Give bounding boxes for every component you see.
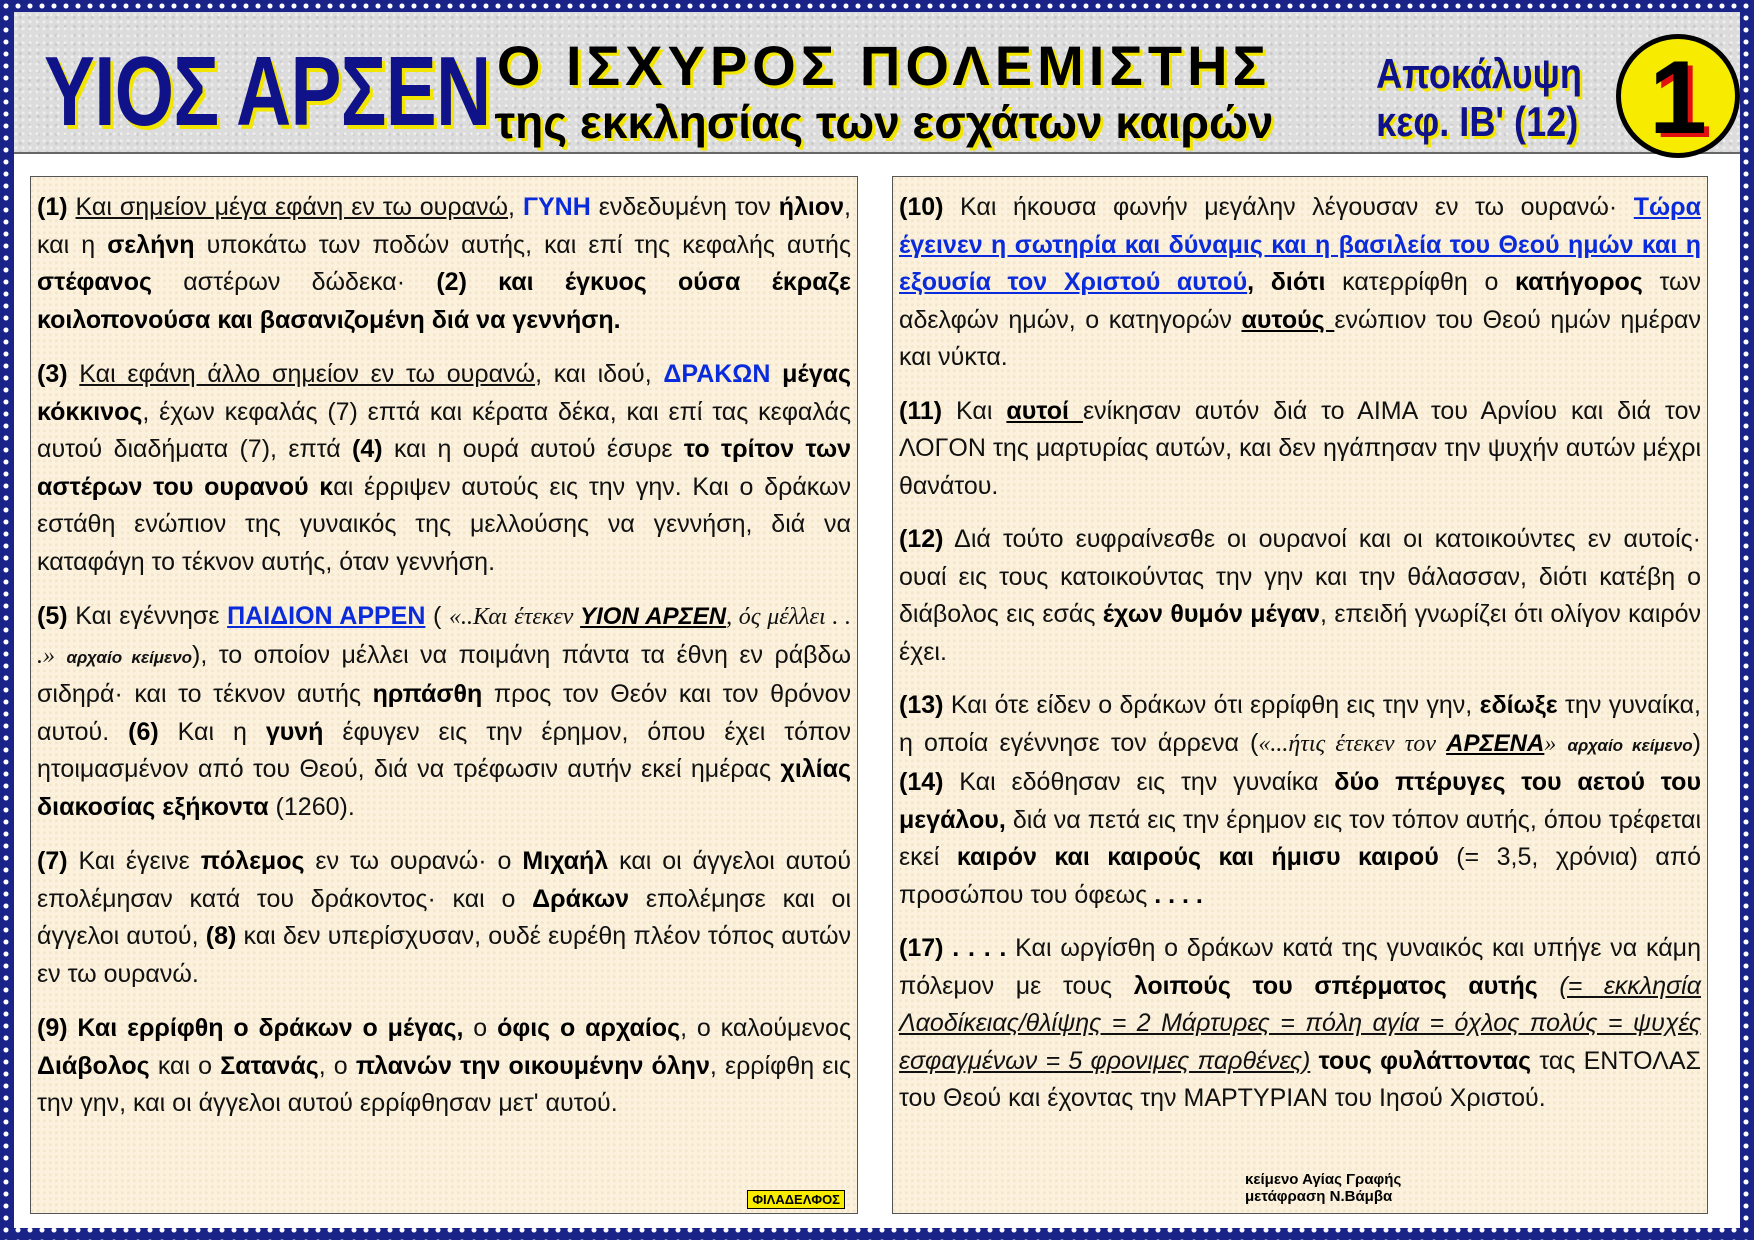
verse-7-8: (7) Και έγεινε πόλεμος εν τω ουρανώ· ο Μιχαήλ και οι άγγελοι αυτού επολέμησαν κατά του δράκοντος· και ο Δράκων επολέμησε και οι άγγελοι αυτού, (8) και δεν υπερίσχυσαν, ουδέ ευρέθη πλέον τόπος αυτών εν τω ουρανώ.: [37, 847, 851, 988]
header-banner: [14, 12, 1740, 154]
badge-number: 1: [1649, 40, 1707, 156]
author-stamp: ΦΙΛΑΔΕΛΦΟΣ: [747, 1190, 845, 1209]
verse-5-6: (5) Και εγέννησε ΠΑΙΔΙΟΝ ΑΡΡΕΝ ( «..Και έτεκεν ΥΙΟΝ ΑΡΣΕΝ, ός μέλλει . . .» αρχαίο κείμενο), το οποίον μέλλει να ποιμάνη πάντα τα έθνη εν ράβδω σιδηρά· και το τέκνον αυτής ηρπάσθη προς τον Θεόν και τον θρόνον αυτού. (6) Και η γυνή έφυγεν εις την έρημον, όπου έχει τόπον ητοιμασμένον από του Θεού, διά να τρέφωσιν αυτήν εκεί ημέρας χιλίας διακοσίας εξήκοντα (1260).: [37, 602, 852, 821]
chapter-reference: [1376, 50, 1582, 146]
source-credit: [1245, 1171, 1401, 1205]
verse-17: (17) . . . . Και ωργίσθη ο δράκων κατά της γυναικός και υπήγε να κάμη πόλεμον με τους λοιπούς του σπέρματος αυτής (= εκκλησία Λαοδίκειας/θλίψης = 2 Μάρτυρες = πόλη αγία = όχλος πολύς = ψυχές εσφαγμένων = 5 φρονιμες παρθένες) τους φυλάττοντας τας ΕΝΤΟΛΑΣ του Θεού και έχοντας την ΜΑΡΤΥΡΙΑΝ του Ιησού Χριστού.: [899, 934, 1701, 1112]
page-number-badge: [1616, 34, 1740, 158]
verse-3-4: (3) Και εφάνη άλλο σημείον εν τω ουρανώ, και ιδού, ΔΡΑΚΩΝ μέγας κόκκινος, έχων κεφαλάς (7) επτά και κέρατα δέκα, και επί τας κεφαλάς αυτού διαδήματα (7), επτά (4) και η ουρά αυτού έσυρε το τρίτον των αστέρων του ουρανού και έρριψεν αυτούς εις την γην. Και ο δράκων εστάθη ενώπιον της γυναικός της μελλούσης να γεννήση, διά να καταφάγη το τέκνον αυτής, όταν γεννήση.: [37, 360, 852, 576]
verse-11: (11) Και αυτοί ενίκησαν αυτόν διά το ΑΙΜΑ του Αρνίου και διά τον ΛΟΓΟΝ της μαρτυρίας αυτών, και δεν ηγάπησαν την ψυχήν αυτών μέχρι θανάτου.: [899, 396, 1701, 500]
subtitle-line-2: της εκκλησίας των εσχάτων καιρών: [494, 96, 1274, 148]
verse-9: (9) Και ερρίφθη ο δράκων ο μέγας, ο όφις ο αρχαίος, ο καλούμενος Διάβολος και ο Σατανάς, ο πλανών την οικουμένην όλην, ερρίφθη εις την γην, και οι άγγελοι αυτού ερρίφθησαν μετ' αυτού.: [37, 1014, 852, 1117]
credit-line-2: μετάφραση Ν.Βάμβα: [1245, 1188, 1393, 1205]
subtitle-line-1: Ο ΙΣΧΥΡΟΣ ΠΟΛΕΜΙΣΤΗΣ: [496, 34, 1272, 97]
verse-1-2: (1) Και σημείον μέγα εφάνη εν τω ουρανώ, ΓΥΝΗ ενδεδυμένη τον ήλιον, και η σελήνη υποκάτω των ποδών αυτής, και επί της κεφαλής αυτής στέφανος αστέρων δώδεκα· (2) και έγκυος ούσα έκραζε κοιλοπονούσα και βασανιζομένη διά να γεννήση.: [37, 193, 851, 334]
subtitle-block: [434, 36, 1334, 148]
book-name: Αποκάλυψη: [1376, 50, 1582, 97]
credit-line-1: κείμενο Αγίας Γραφής: [1245, 1171, 1402, 1188]
left-text-panel: [30, 176, 858, 1214]
chapter-number: κεφ. ΙΒ' (12): [1376, 98, 1579, 145]
verse-12: (12) Διά τούτο ευφραίνεσθε οι ουρανοί και οι κατοικούντες εν αυτοίς· ουαί εις τους κατοικούντας την γην και την θάλασσαν, διότι κατέβη ο διάβολος εις εσάς έχων θυμόν μέγαν, επειδή γνωρίζει ότι ολίγον καιρόν έχει.: [899, 525, 1701, 666]
verse-10: (10) Και ήκουσα φωνήν μεγάλην λέγουσαν εν τω ουρανώ· Τώρα έγεινεν η σωτηρία και δύναμις και η βασιλεία του Θεού ημών και η εξουσία τον Χριστού αυτού, διότι κατερρίφθη ο κατήγορος των αδελφών ημών, ο κατηγορών αυτούς ενώπιον του Θεού ημών ημέραν και νύκτα.: [899, 193, 1701, 371]
main-title: ΥΙΟΣ ΑΡΣΕΝ: [44, 36, 491, 146]
verse-13-14: (13) Και ότε είδεν ο δράκων ότι ερρίφθη εις την γην, εδίωξε την γυναίκα, η οποία εγέννησε τον άρρενα («...ήτις έτεκεν τον ΑΡΣΕΝΑ» αρχαίο κείμενο) (14) Και εδόθησαν εις την γυναίκα δύο πτέρυγες του αετού του μεγάλου, διά να πετά εις την έρημον εις τον τόπον αυτής, όπου τρέφεται εκεί καιρόν και καιρούς και ήμισυ καιρού (= 3,5, χρόνια) από προσώπου του όφεως . . . .: [899, 691, 1701, 909]
right-text-panel: [892, 176, 1708, 1214]
